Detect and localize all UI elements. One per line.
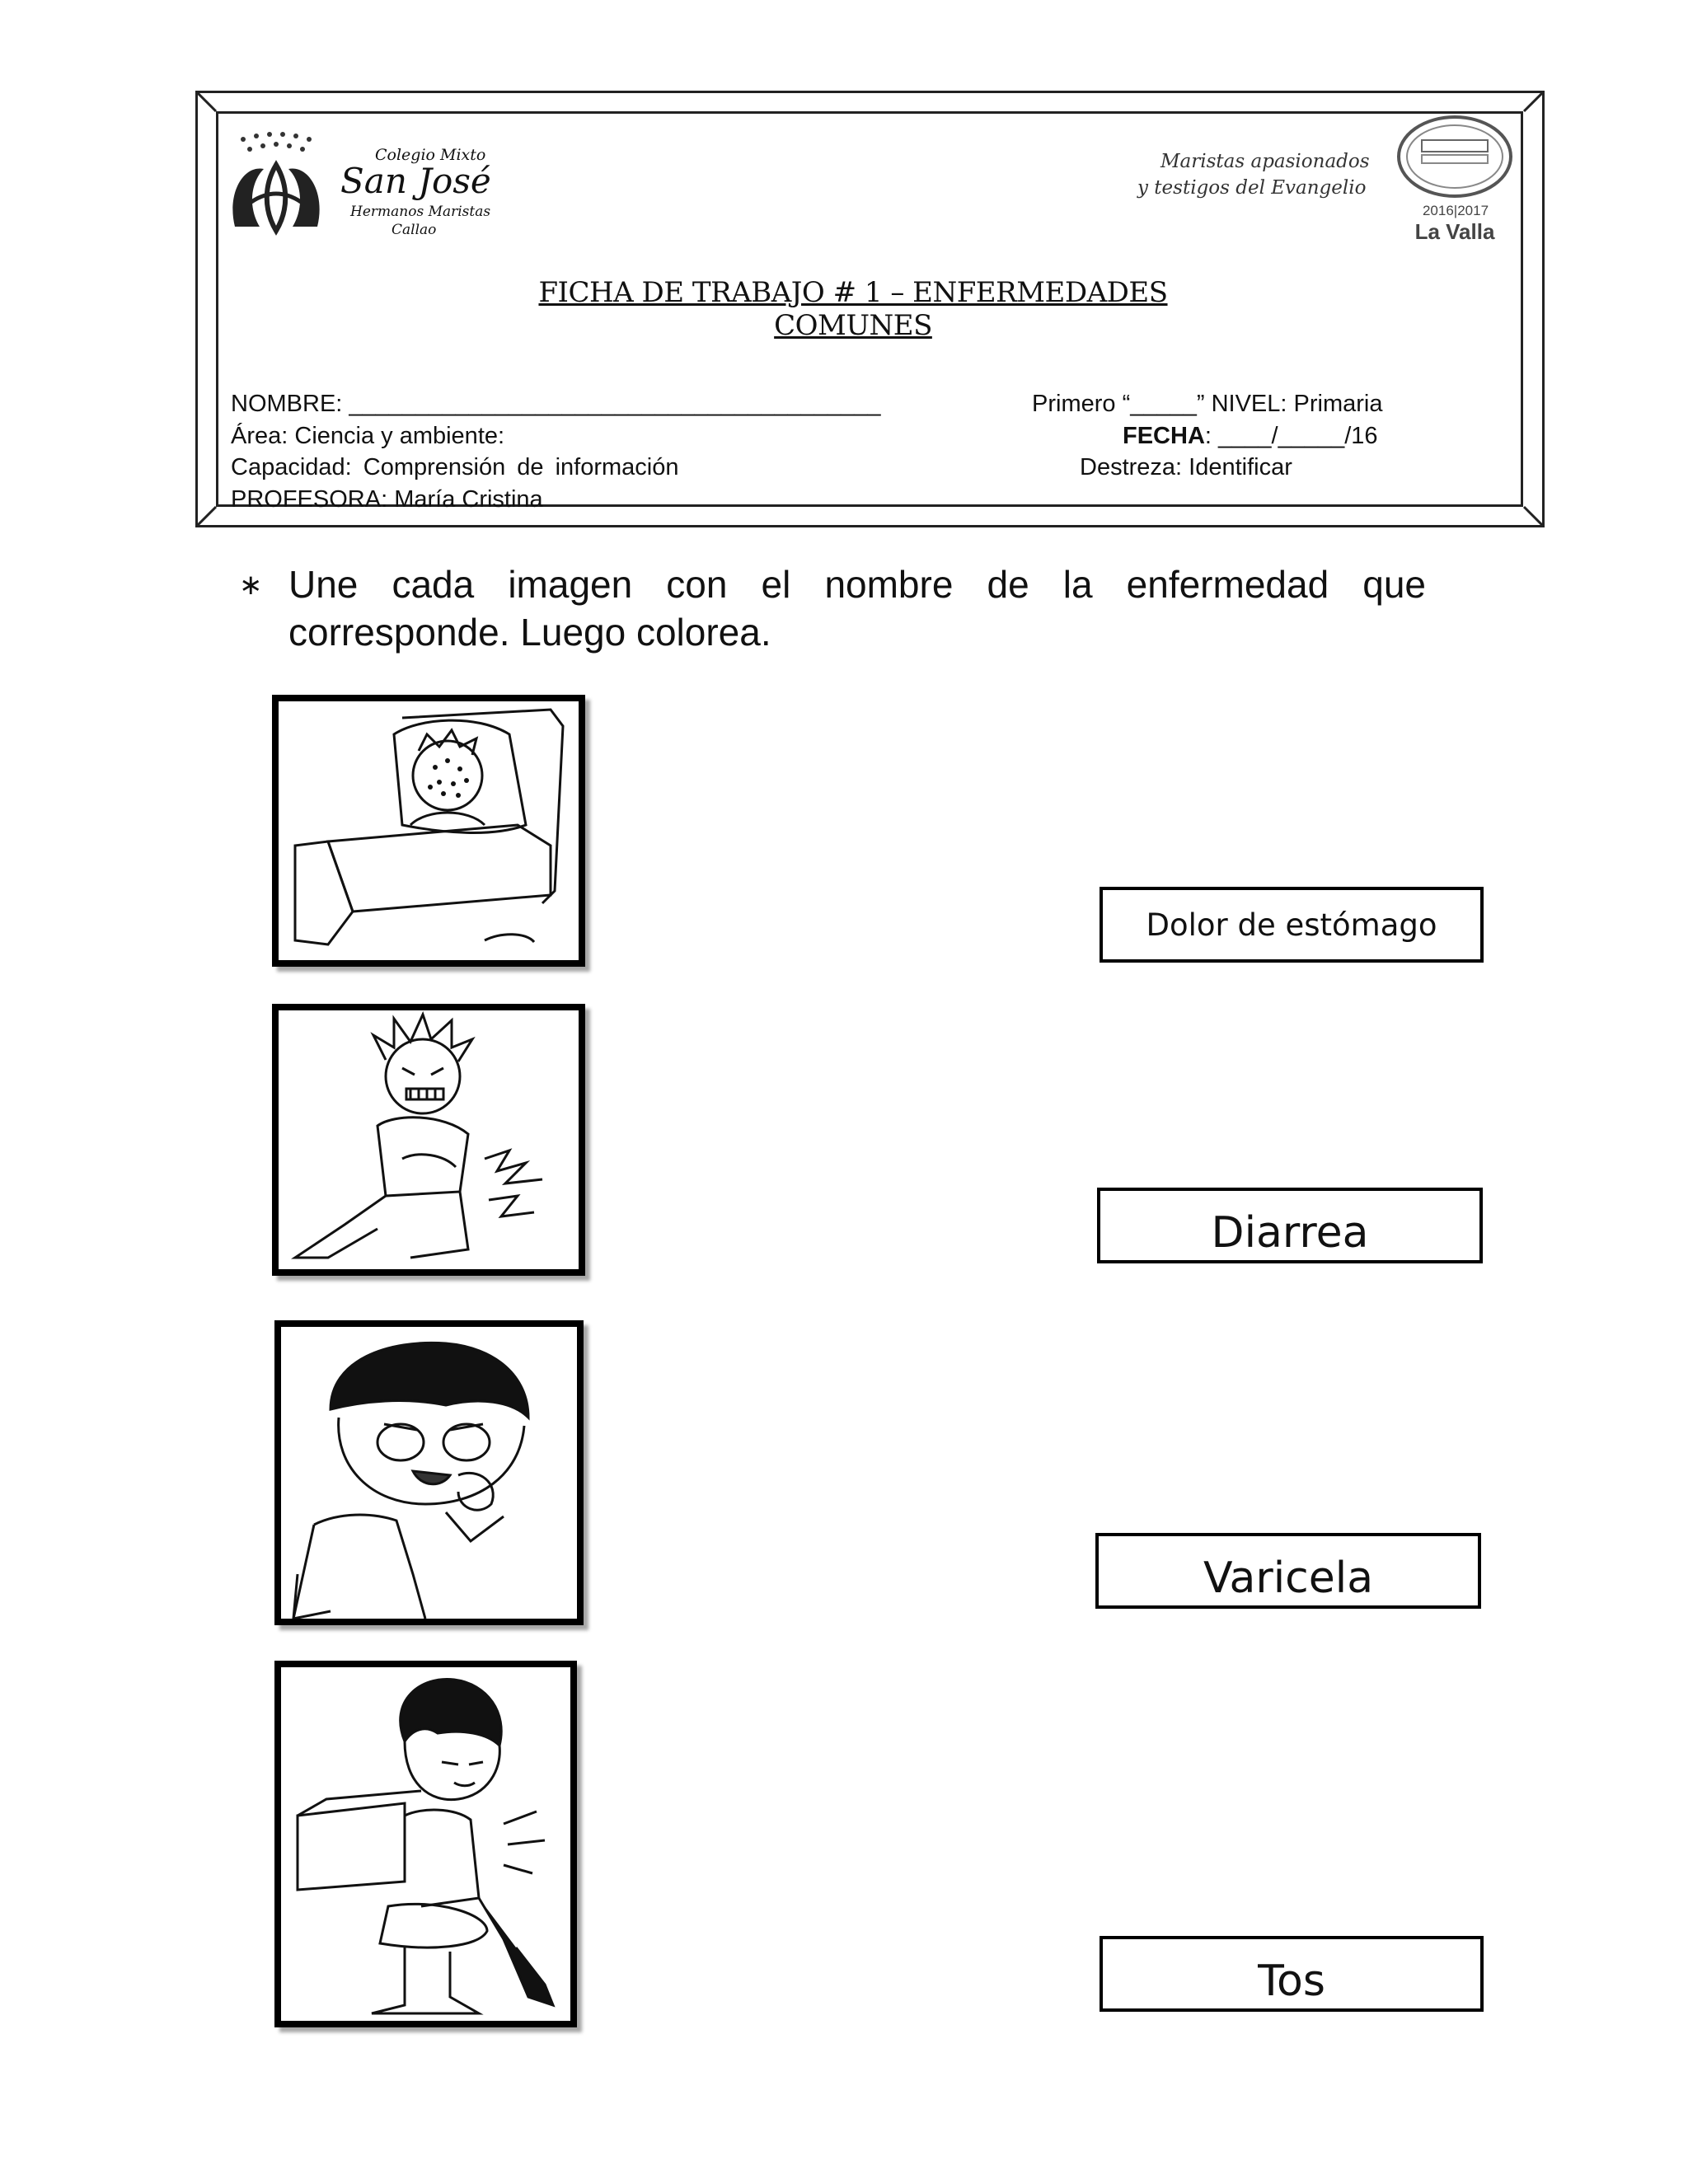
school-name: San José [340, 161, 491, 201]
seal-ring-icon [1393, 114, 1517, 203]
picture-boy-coughing[interactable] [274, 1320, 584, 1625]
picture-child-stomach-ache[interactable] [272, 1004, 585, 1276]
school-logo [227, 128, 523, 247]
label-box-varicela[interactable] [1095, 1533, 1481, 1609]
motto-line-1: Maristas apasionados [1160, 151, 1370, 172]
child-in-bed-icon [279, 701, 579, 960]
label-text: Dolor de estómago [1146, 907, 1437, 943]
school-small-line: Colegio Mixto [375, 146, 486, 164]
name-field[interactable]: NOMBRE: ________________________________________ [231, 391, 881, 417]
seal-years: 2016|2017 [1422, 203, 1489, 218]
seal-name: La Valla [1414, 219, 1495, 244]
worksheet-title: FICHA DE TRABAJO # 1 – ENFERMEDADES COMUNES [538, 276, 1168, 342]
child-stomach-ache-icon [279, 1010, 579, 1269]
label-box-dolor-de-estomago[interactable] [1100, 887, 1484, 963]
child-on-toilet-icon [281, 1667, 570, 2021]
area-field: Área: Ciencia y ambiente: [231, 423, 505, 449]
motto-line-2: y testigos del Evangelio [1137, 177, 1367, 199]
grade-level-field: Primero “_____” NIVEL: Primaria [1032, 391, 1383, 417]
school-sub-line-2: Callao [392, 222, 437, 238]
teacher-field: PROFESORA: María Cristina [231, 486, 543, 509]
motto [1137, 148, 1385, 201]
picture-child-in-bed[interactable] [272, 695, 585, 967]
instruction-bullet: ∗ [239, 569, 263, 601]
boy-coughing-icon [281, 1327, 577, 1619]
date-field[interactable] [1123, 423, 1378, 450]
label-box-diarrea[interactable] [1097, 1188, 1483, 1263]
date-value: : ____/_____/16 [1204, 423, 1378, 449]
label-text: Tos [1258, 1957, 1325, 2006]
label-text: Diarrea [1211, 1208, 1369, 1258]
la-valla-seal [1393, 114, 1517, 246]
picture-child-on-toilet[interactable] [274, 1661, 577, 2027]
school-sub-line-1: Hermanos Maristas [350, 204, 491, 220]
skill-field: Destreza: Identificar [1080, 454, 1292, 480]
date-label: FECHA [1123, 423, 1205, 449]
label-text: Varicela [1203, 1554, 1374, 1603]
school-crest-icon [227, 128, 342, 247]
instruction-text: Une cada imagen con el nombre de la enfermedad que corresponde. Luego colorea. [288, 563, 1426, 654]
capacity-field: Capacidad: Comprensión de información [231, 454, 679, 480]
label-box-tos[interactable] [1100, 1936, 1484, 2012]
